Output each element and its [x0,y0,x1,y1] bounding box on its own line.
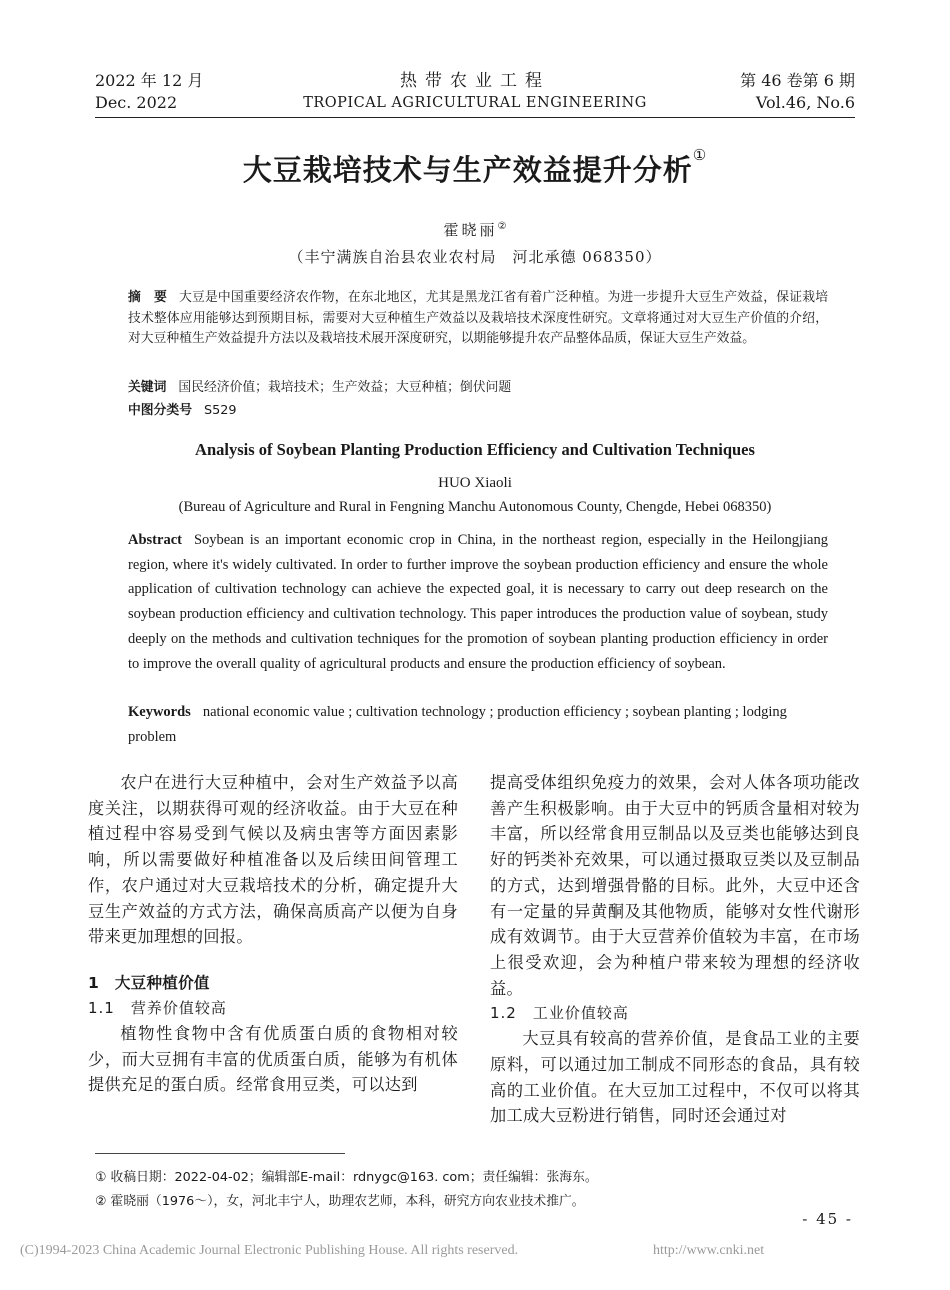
paper-title-en: Analysis of Soybean Planting Production Efficiency and Cultivation Techniques [195,440,755,459]
footnote-1: ① 收稿日期：2022-04-02；编辑部E-mail：rdnygc@163. com；责任编辑：张海东。 [95,1170,598,1185]
footnote-rule [95,1153,345,1154]
keywords-en-label: Keywords [128,704,191,720]
header-volume-zh: 第 46 卷第 6 期 [740,71,855,90]
header-date-zh: 2022 年 12 月 [95,71,204,90]
keywords-en [128,700,828,749]
keywords-zh-label: 关键词 [128,380,167,395]
body-column-right [490,770,860,1129]
paragraph-1-2: 大豆具有较高的营养价值，是食品工业的主要原料，可以通过加工制成不同形态的食品，具有较高的工业价值。在大豆加工过程中，不仅可以将其加工成大豆粉进行销售，同时还会通过对 [490,1029,860,1126]
keywords-zh-text: 国民经济价值；栽培技术；生产效益；大豆种植；倒伏问题 [178,380,512,395]
classification-label: 中图分类号 [128,403,192,418]
abstract-en-label: Abstract [128,532,182,548]
journal-title-zh: 热带农业工程 [400,71,550,91]
abstract-zh [128,288,828,350]
journal-title-en: TROPICAL AGRICULTURAL ENGINEERING [303,95,647,111]
title-footnote-mark: ① [692,146,708,164]
paper-title [0,148,950,189]
paragraph-1-1: 植物性食物中含有优质蛋白质的食物相对较少，而大豆拥有丰富的优质蛋白质，能够为有机体提供充足的蛋白质。经常食用豆类，可以达到 [88,1023,458,1095]
author-name: 霍晓丽 [443,221,498,239]
author-name-en: HUO Xiaoli [438,475,512,491]
header-rule [95,117,855,118]
paper-author [0,219,950,240]
abstract-en-text: Soybean is an important economic crop in China, in the northeast region, especially in the Heilongjiang region, where it's widely cultivated. In order to further improve the soybean production efficiency and ensure the whole application of cultivation technology can achieve the expected goal, it is necessary to carry out deep research on the soybean production efficiency and cultivation technology. This paper introduces the production value of soybean, study deeply on the methods and cultivation techniques for the promotion of soybean planting production efficiency in order to improve the overall quality of agricultural products and ensure the production efficiency of soybean. [128,532,828,672]
copyright-watermark: (C)1994-2023 China Academic Journal Electronic Publishing House. All rights reserved. [20,1243,519,1258]
footnote-2: ② 霍晓丽（1976～），女，河北丰宁人，助理农艺师，本科，研究方向农业技术推广。 [95,1194,585,1209]
header-volume-en: Vol.46, No.6 [755,93,855,112]
page-number: - 45 - [802,1210,853,1228]
section-heading-1: 1 大豆种植价值 [88,973,210,992]
header-date-en: Dec. 2022 [95,93,178,112]
abstract-en [128,528,828,676]
watermark-url: http://www.cnki.net [653,1243,765,1258]
header-volume [740,70,855,114]
subsection-heading-1-2: 1.2 工业价值较高 [490,1004,629,1023]
keywords-zh [128,378,828,399]
classification-number [128,401,828,422]
author-affiliation: （丰宁满族自治县农业农村局 河北承德 068350） [288,248,662,266]
paragraph-1-1-continued: 提高受体组织免疫力的效果，会对人体各项功能改善产生积极影响。由于大豆中的钙质含量相对较为丰富，所以经常食用豆制品以及豆类也能够达到良好的钙类补充效果，可以通过摄取豆类以及豆制品的方式，达到增强骨骼的目标。此外，大豆中还含有一定量的异黄酮及其他物质，能够对女性代谢形成有效调节。由于大豆营养价值较为丰富，在市场上很受欢迎，会为种植户带来较为理想的经济收益。 [490,773,860,998]
abstract-zh-text: 大豆是中国重要经济农作物，在东北地区，尤其是黑龙江省有着广泛种植。为进一步提升大豆生产效益，保证栽培技术整体应用能够达到预期目标，需要对大豆种植生产效益以及栽培技术深度性研究。文章将通过对大豆生产价值的介绍，对大豆种植生产效益提升方法以及栽培技术展开深度研究，以期能够提升农产品整体品质，保证大豆生产效益。 [128,290,829,346]
author-footnote-mark: ② [497,221,507,232]
classification-code: S529 [203,403,237,418]
author-affiliation-en: (Bureau of Agriculture and Rural in Fengning Manchu Autonomous County, Chengde, Hebei 068350) [178,499,772,515]
subsection-heading-1-1: 1.1 营养价值较高 [88,998,227,1017]
abstract-zh-label: 摘 要 [128,290,167,305]
body-column-left [88,770,458,1098]
intro-paragraph: 农户在进行大豆种植中，会对生产效益予以高度关注，以期获得可观的经济收益。由于大豆在种植过程中容易受到气候以及病虫害等方面因素影响，所以需要做好种植准备以及后续田间管理工作，农户通过对大豆栽培技术的分析，确定提升大豆生产效益的方式方法，确保高质高产以便为自身带来更加理想的回报。 [88,773,458,947]
paper-title-text: 大豆栽培技术与生产效益提升分析 [242,153,693,187]
keywords-en-text: national economic value ; cultivation technology ; production efficiency ; soybean planting ; lodging problem [128,704,787,745]
